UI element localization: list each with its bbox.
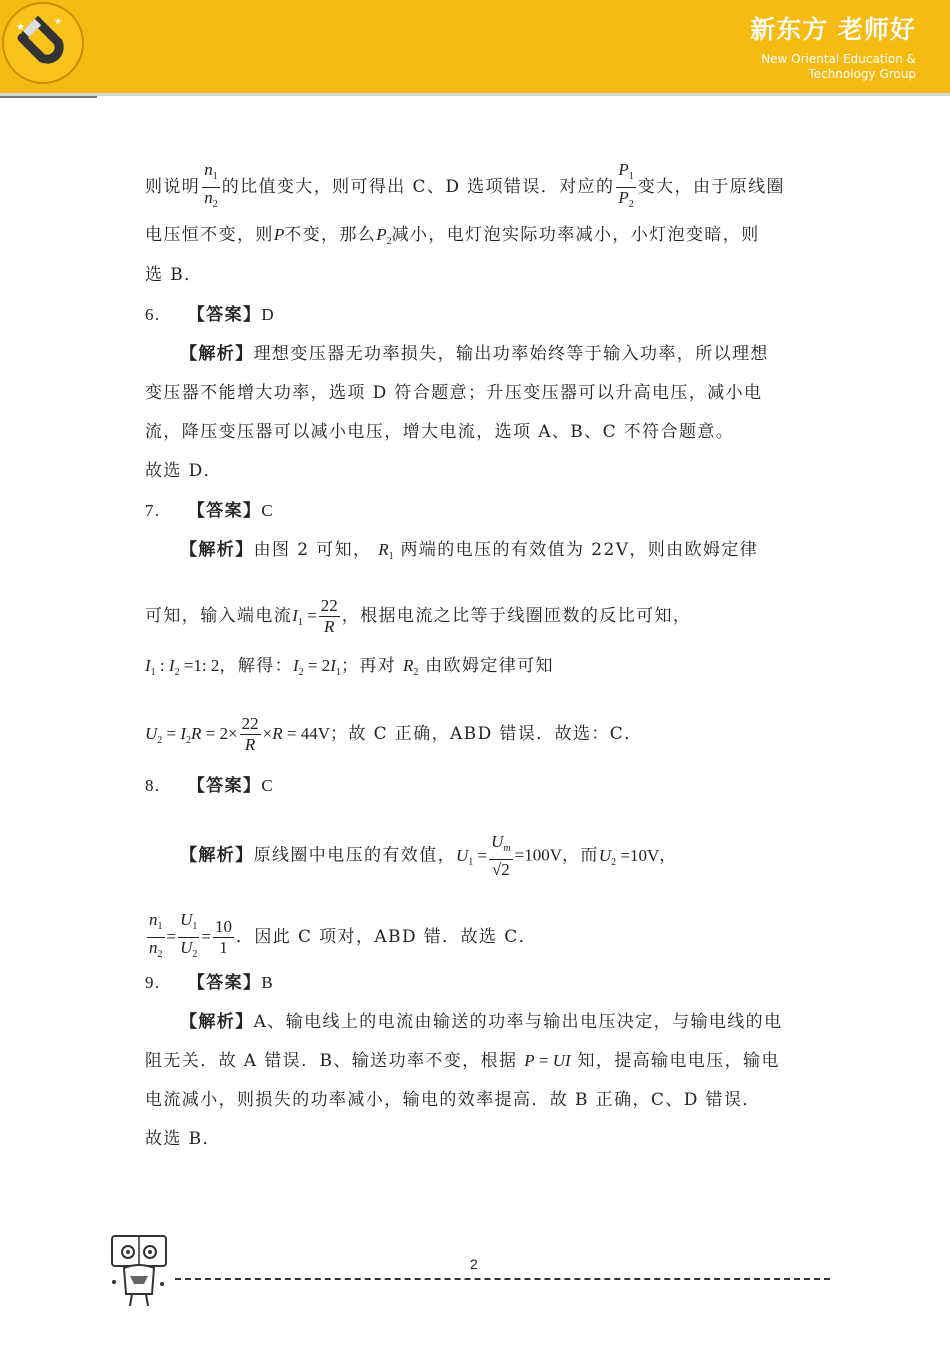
fraction-um-sqrt2: $\frac{U_m}{√2}$ [491,832,511,879]
question-6-answer: 6. 【答案】D [145,305,276,325]
page-header [0,0,950,93]
fraction-n1-n2: $\frac{n_1}{n_2}$ [149,910,163,960]
magnet-logo-icon [2,2,84,84]
text-line: 阻无关．故 A 错误．B、输送功率不变，根据 P = UI 知，提高输电电压，输电 [145,1051,780,1071]
brand-name-cn: 新东方 老师好 [750,15,916,44]
fraction-u1-u2: $\frac{U_1}{U_2}$ [180,910,198,960]
text-line: $U_2 = I_2R = 2\times$ $\frac{22}{R}$ ×R = 44V；故 C 正确，ABD 错误．故选：C． [145,714,643,754]
question-8-explanation: 【解析】原线圈中电压的有效值，$U_1$ = $\frac{U_m}{√2}$ =100V，而$U_2 =10V$， [180,832,678,879]
question-9-answer: 9. 【答案】B [145,973,275,993]
question-7-explanation: 【解析】由图 2 可知， $R_1$ 两端的电压的有效值为 22V，则由欧姆定律 [180,540,759,562]
text-line: 可知，输入端电流$I_1$ = $\frac{22}{R}$ ，根据电流之比等于线圈匝数的反比可知， [145,596,692,636]
brand-name-en-1: New Oriental Education & [761,52,916,66]
fraction-p1-p2: $\frac{P_1}{P_2}$ [618,160,634,210]
header-divider-accent [0,96,97,98]
question-7-answer: 7. 【答案】C [145,501,275,521]
fraction-22-r: $\frac{22}{R}$ [241,714,259,754]
brand-name-en-2: Technology Group [808,67,916,81]
svg-text:★: ★ [54,17,63,27]
svg-text:★: ★ [16,22,25,33]
brand-block [750,10,916,82]
footer-divider [175,1278,830,1280]
text-line: 故选 D． [145,461,223,481]
text-line: 则说明 $\frac{n_1}{n_2}$ 的比值变大，则可得出 C、D 选项错误．对应的 $\frac{P_1}{P_2}$ 变大，由于原线圈 [145,160,785,215]
text-line: 电压恒不变，则P不变，那么$P_2$减小，电灯泡实际功率减小，小灯泡变暗，则 [145,225,760,247]
question-8-answer: 8. 【答案】C [145,776,275,796]
text-line: 电流减小，则损失的功率减小，输电的效率提高．故 B 正确，C、D 错误． [145,1090,761,1110]
owl-mascot-icon [104,1232,174,1312]
text-line: 选 B． [145,265,203,285]
question-6-explanation: 【解析】理想变压器无功率损失，输出功率始终等于输入功率，所以理想 [180,344,769,364]
page-number: 2 [470,1256,478,1272]
fraction-n1-n2: $\frac{n_1}{n_2}$ [204,160,218,210]
text-line: 故选 B． [145,1129,221,1149]
text-line: $\frac{n_1}{n_2}$ = $\frac{U_1}{U_2}$ = $\frac{10}{1}$ ．因此 C 项对，ABD 错．故选 C． [145,910,537,965]
question-9-explanation: 【解析】A、输电线上的电流由输送的功率与输出电压决定，与输电线的电 [180,1012,783,1032]
text-line: 变压器不能增大功率，选项 D 符合题意；升压变压器可以升高电压，减小电 [145,383,763,403]
fraction-22-r: $\frac{22}{R}$ [320,596,338,636]
fraction-10-1: $\frac{10}{1}$ [214,917,232,957]
text-line: 流，降压变压器可以减小电压，增大电流，选项 A、B、C 不符合题意。 [145,422,735,442]
header-divider [0,93,950,96]
text-line: $I_1$ : $I_2 =1$: 2，解得：$I_2 = 2I_1$；再对 $R_2$ 由欧姆定律可知 [145,656,554,678]
